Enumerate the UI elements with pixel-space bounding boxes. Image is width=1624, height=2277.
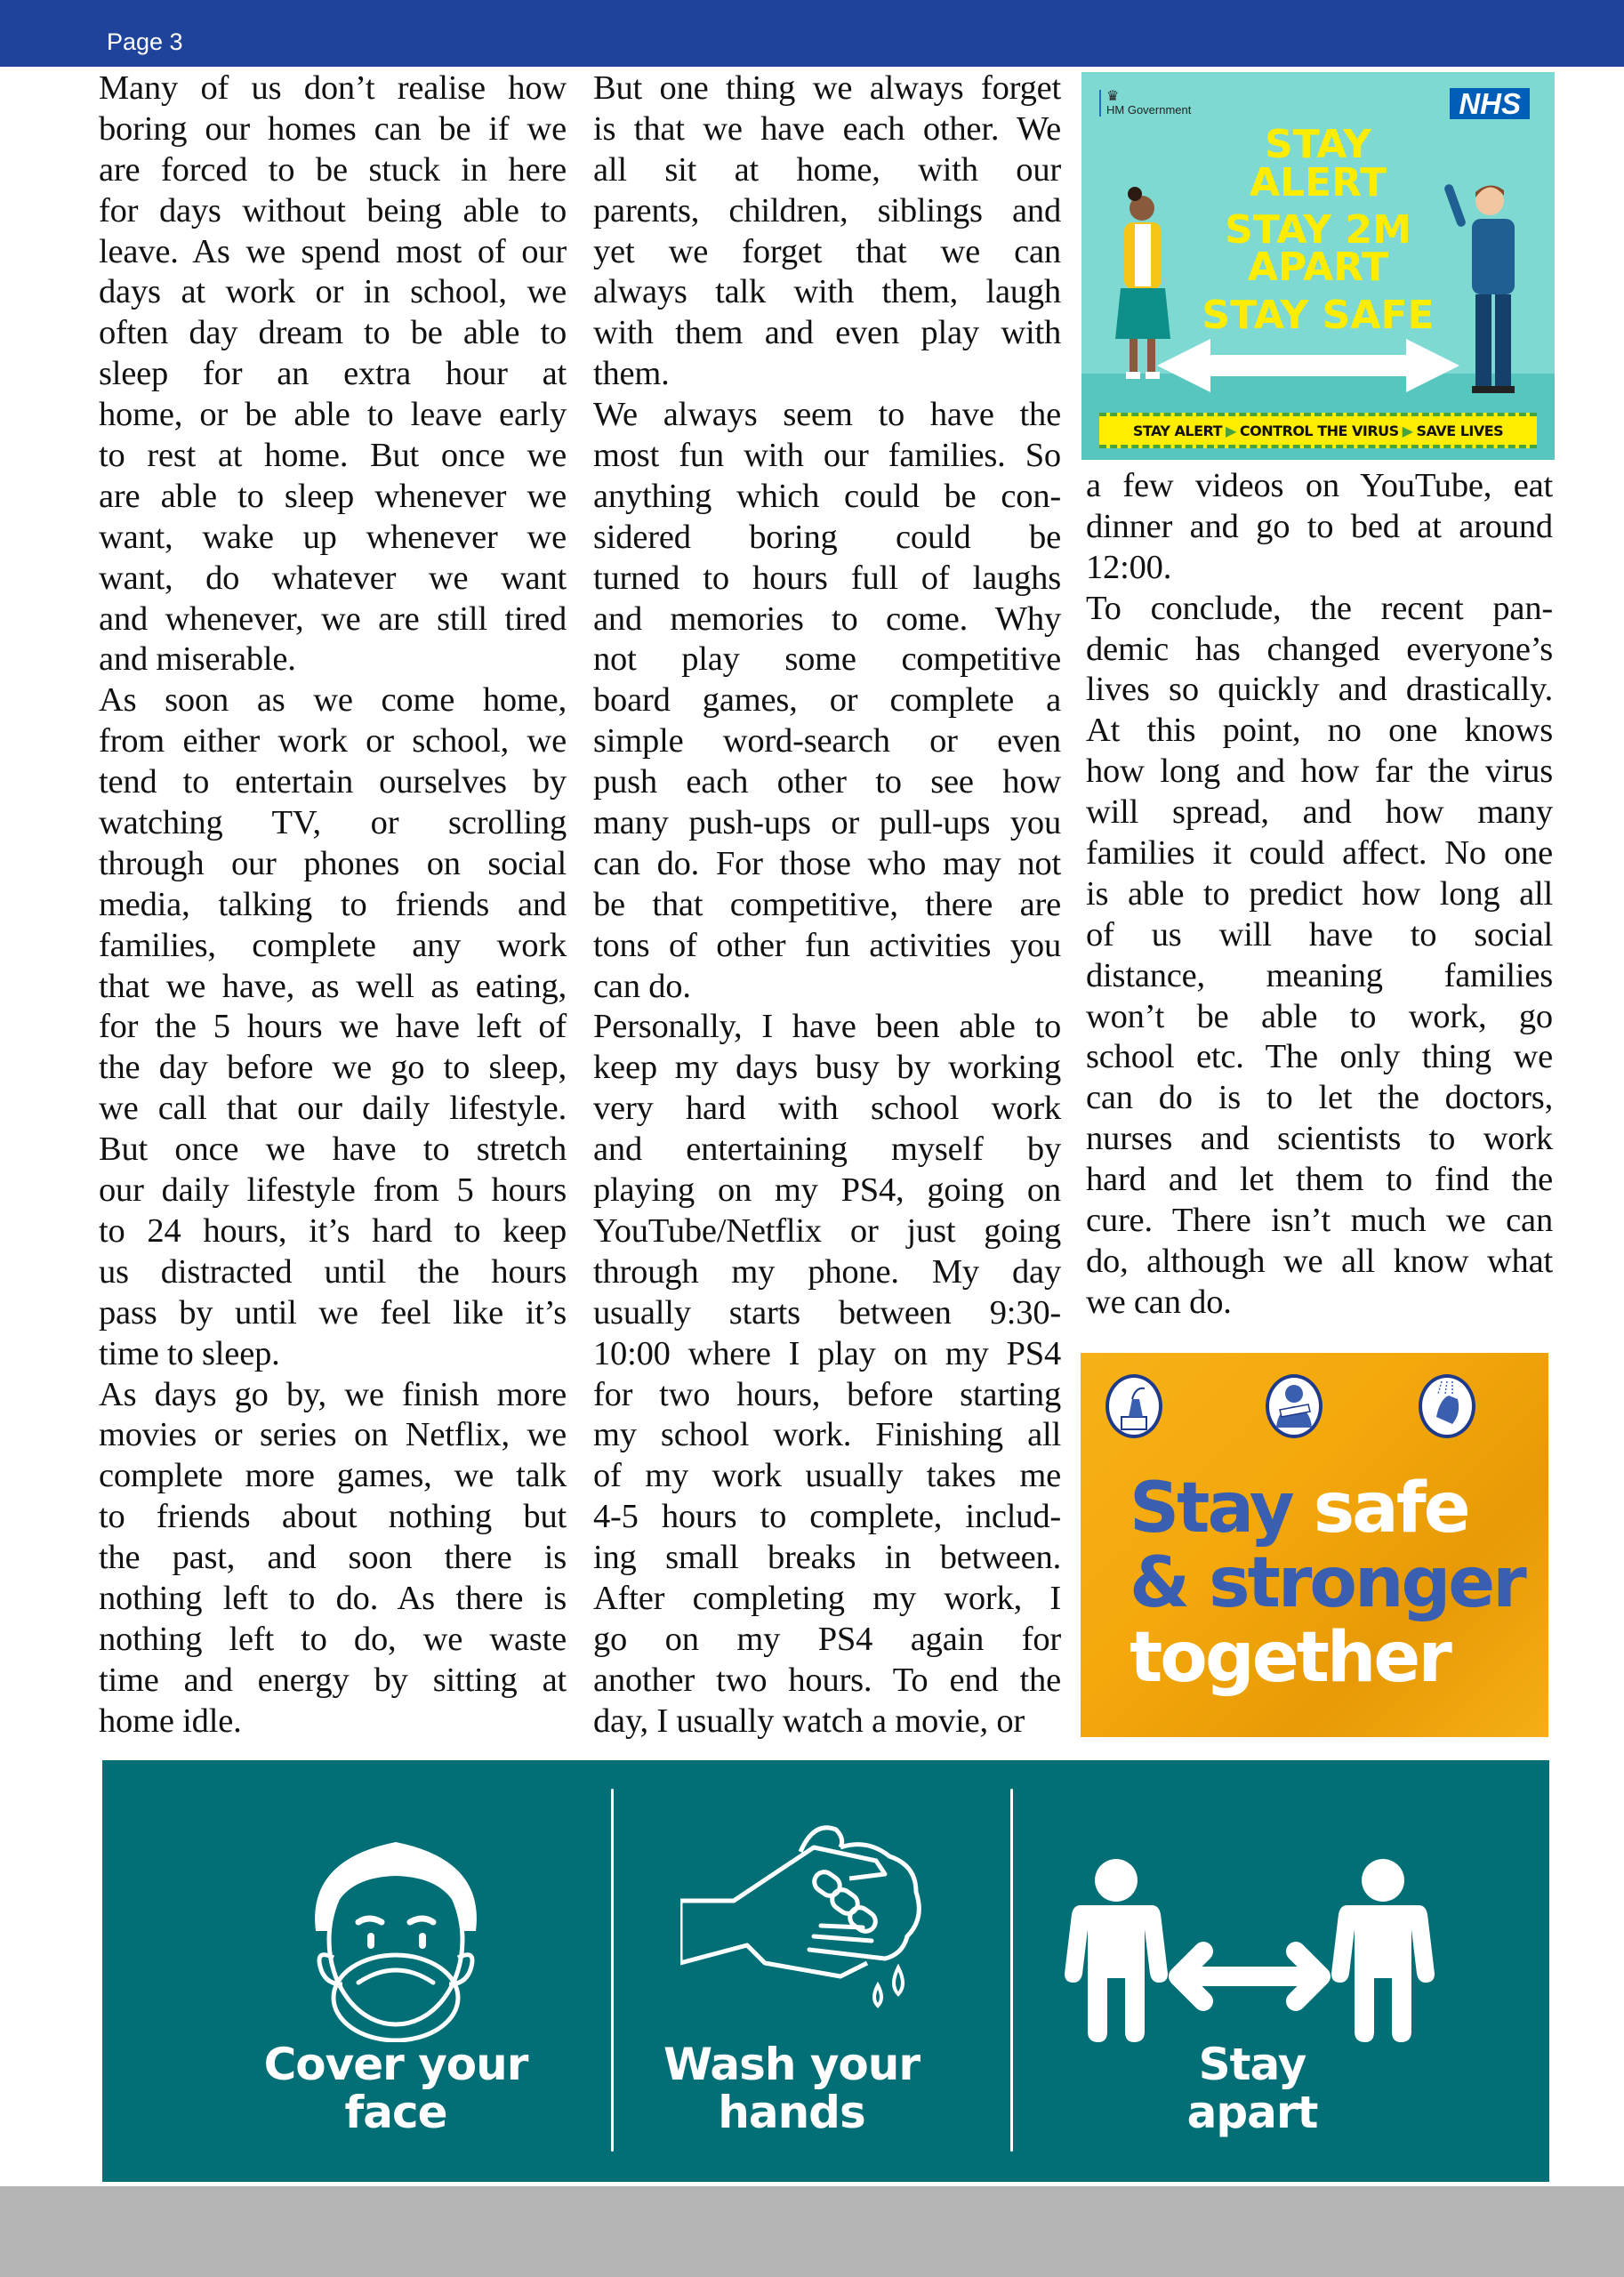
cover-face-line-1: Cover your	[263, 2039, 528, 2090]
article-line: We always seem to have the	[593, 396, 1061, 434]
stay-apart-caption	[1065, 2040, 1439, 2136]
slogan-strip	[1099, 413, 1537, 448]
article-line: to friends about nothing but	[99, 1498, 567, 1536]
article-line: with them and even play with	[593, 314, 1061, 352]
article-line: lives so quickly and drastically.	[1086, 671, 1553, 709]
article-line: board games, or complete a	[593, 681, 1061, 720]
article-line: a few videos on YouTube, eat	[1086, 467, 1553, 504]
stay-safe-line-1	[1130, 1468, 1468, 1549]
article-line: cure. There isn’t much we can	[1086, 1202, 1553, 1240]
article-line: my school work. Finishing all	[593, 1416, 1061, 1454]
article-line: leave. As we spend most of our	[99, 232, 567, 270]
article-line: time to sleep.	[99, 1334, 280, 1372]
article-line: complete more games, we talk	[99, 1457, 567, 1495]
article-line: through our phones on social	[99, 844, 567, 882]
article-line: pass by until we feel like it’s	[99, 1293, 567, 1332]
article-line: turned to hours full of laughs	[593, 559, 1061, 597]
article-line: To conclude, the recent pan-	[1086, 589, 1553, 627]
stay-apart-line-2: apart	[1186, 2087, 1318, 2138]
article-line: not play some competitive	[593, 640, 1061, 679]
article-line: we can do.	[1086, 1283, 1232, 1321]
article-line: to rest at home. But once we	[99, 437, 567, 475]
article-line: nothing left to do. As there is	[99, 1579, 567, 1617]
article-line: for two hours, before starting	[593, 1375, 1061, 1413]
stay-apart-line-1: Stay	[1198, 2039, 1306, 2090]
slogan-stay-alert: STAY ALERT	[1132, 422, 1223, 439]
article-line: But once we have to stretch	[99, 1130, 567, 1169]
social-distance-icon	[1063, 1854, 1436, 2054]
chevron-right-icon: ▶	[1226, 422, 1236, 439]
safe-word: safe	[1313, 1468, 1468, 1549]
poster-headline-2: ALERT	[1249, 160, 1387, 205]
handwash-icon	[1419, 1374, 1475, 1438]
article-line: distance, meaning families	[1086, 956, 1553, 994]
article-line: Personally, I have been able to	[593, 1008, 1061, 1046]
article-line: can do is to let the doctors,	[1086, 1079, 1553, 1117]
article-line: be that competitive, there are	[593, 885, 1061, 923]
article-line: and memories to come. Why	[593, 599, 1061, 638]
article-line: anything which could be con-	[593, 477, 1061, 515]
article-line: tend to entertain ourselves by	[99, 763, 567, 801]
article-line: push each other to see how	[593, 763, 1061, 801]
article-line: we call that our daily lifestyle.	[99, 1090, 567, 1128]
article-line: and miserable.	[99, 640, 296, 679]
article-line: sleep for an extra hour at	[99, 355, 567, 393]
article-line: can do. For those who may not	[593, 844, 1061, 882]
article-line: yet we forget that we can	[593, 232, 1061, 270]
article-line: day, I usually watch a movie, or	[593, 1702, 1025, 1740]
stay-word: Stay	[1130, 1468, 1292, 1549]
article-line: nothing left to do, we waste	[99, 1620, 567, 1658]
article-line: At this point, no one knows	[1086, 712, 1553, 750]
article-line: tons of other fun activities you	[593, 926, 1061, 964]
article-line: another two hours. To end the	[593, 1661, 1061, 1699]
article-line: of my work usually takes me	[593, 1457, 1061, 1495]
article-line: them.	[593, 355, 670, 393]
article-line: sidered boring could be	[593, 518, 1061, 556]
article-line: families it could affect. No one	[1086, 834, 1553, 873]
article-line: and entertaining myself by	[593, 1130, 1061, 1169]
cover-face-line-2: face	[344, 2087, 447, 2138]
article-line: for days without being able to	[99, 191, 567, 229]
article-line: all sit at home, with our	[593, 150, 1061, 189]
hm-government-logo	[1099, 90, 1191, 117]
article-line: 12:00.	[1086, 548, 1172, 586]
article-line: will spread, and how many	[1086, 793, 1553, 832]
article-line: won’t be able to work, go	[1086, 997, 1553, 1035]
article-line: for the 5 hours we have left of	[99, 1008, 567, 1046]
article-line: demic has changed everyone’s	[1086, 630, 1553, 668]
article-line: Many of us don’t realise how	[99, 69, 567, 107]
article-line: is that we have each other. We	[593, 109, 1061, 148]
slogan-save-lives: SAVE LIVES	[1416, 422, 1504, 439]
article-line: is able to predict how long all	[1086, 874, 1553, 913]
two-way-arrow-icon	[1157, 339, 1459, 392]
article-line: the day before we go to sleep,	[99, 1049, 567, 1087]
article-column-2	[593, 68, 1061, 1742]
hm-government-label: HM Government	[1106, 103, 1192, 117]
tissue-icon	[1105, 1374, 1162, 1438]
article-line: can do.	[593, 967, 691, 1005]
wash-hands-line-1: Wash your	[663, 2039, 921, 2090]
article-line: playing on my PS4, going on	[593, 1171, 1061, 1210]
article-line: YouTube/Netflix or just going	[593, 1211, 1061, 1250]
article-column-3	[1086, 466, 1553, 1324]
article-line: simple word-search or even	[593, 722, 1061, 760]
article-line: and whenever, we are still tired	[99, 599, 567, 638]
poster-headline-3: STAY 2M	[1225, 207, 1411, 253]
article-line: want, do whatever we want	[99, 559, 567, 597]
article-line: After completing my work, I	[593, 1579, 1061, 1617]
sneeze-into-elbow-icon	[1266, 1374, 1323, 1438]
article-line: school etc. The only thing we	[1086, 1038, 1553, 1076]
article-line: our daily lifestyle from 5 hours	[99, 1171, 567, 1210]
stay-safe-line-3: together	[1130, 1618, 1450, 1698]
covid-guidance-banner	[102, 1760, 1549, 2182]
article-line: are able to sleep whenever we	[99, 477, 567, 515]
royal-crest-icon: ♛	[1106, 89, 1120, 104]
poster-headline-5: STAY SAFE	[1202, 293, 1435, 338]
article-line: from either work or school, we	[99, 722, 567, 760]
poster-headline-1: STAY	[1265, 122, 1371, 167]
article-line: that we have, as well as eating,	[99, 967, 567, 1005]
article-line: through my phone. My day	[593, 1252, 1061, 1291]
article-line: time and energy by sitting at	[99, 1661, 567, 1699]
page-header-bar	[0, 0, 1624, 67]
article-line: of us will have to social	[1086, 915, 1553, 953]
article-line: to 24 hours, it’s hard to keep	[99, 1211, 567, 1250]
article-line: home idle.	[99, 1702, 242, 1740]
stay-safe-poster	[1081, 1353, 1548, 1737]
article-line: how long and how far the virus	[1086, 752, 1553, 791]
article-line: keep my days busy by working	[593, 1049, 1061, 1087]
article-line: movies or series on Netflix, we	[99, 1416, 567, 1454]
article-line: often day dream to be able to	[99, 314, 567, 352]
banner-divider	[1010, 1789, 1013, 2152]
article-line: most fun with our families. So	[593, 437, 1061, 475]
article-line: days at work or in school, we	[99, 273, 567, 311]
page-footer-bar	[0, 2186, 1624, 2277]
article-line: dinner and go to bed at around	[1086, 507, 1553, 545]
article-line: 4-5 hours to complete, includ-	[593, 1498, 1061, 1536]
poster-headline-4: APART	[1247, 245, 1389, 290]
article-line: families, complete any work	[99, 926, 567, 964]
article-line: are forced to be stuck in here	[99, 150, 567, 189]
article-line: the past, and soon there is	[99, 1539, 567, 1577]
wash-hands-line-2: hands	[718, 2087, 865, 2138]
article-line: As soon as we come home,	[99, 681, 567, 720]
article-line: usually starts between 9:30-	[593, 1293, 1061, 1332]
article-line: watching TV, or scrolling	[99, 804, 567, 842]
page-number: Page 3	[107, 28, 183, 55]
article-line: want, wake up whenever we	[99, 518, 567, 556]
cover-face-caption	[209, 2040, 583, 2136]
article-line: boring our homes can be if we	[99, 109, 567, 148]
wash-hands-icon	[680, 1812, 956, 2025]
article-line: go on my PS4 again for	[593, 1620, 1061, 1658]
nhs-logo: NHS	[1450, 88, 1530, 119]
article-line: hard and let them to find the	[1086, 1161, 1553, 1199]
article-line: parents, children, siblings and	[593, 191, 1061, 229]
face-mask-icon	[289, 1824, 502, 2042]
article-line: always talk with them, laugh	[593, 273, 1061, 311]
article-line: ing small breaks in between.	[593, 1539, 1061, 1577]
article-line: nurses and scientists to work	[1086, 1120, 1553, 1158]
article-line: us distracted until the hours	[99, 1252, 567, 1291]
article-line: media, talking to friends and	[99, 885, 567, 923]
article-line: But one thing we always forget	[593, 69, 1061, 107]
article-line: home, or be able to leave early	[99, 396, 567, 434]
article-column-1	[99, 68, 567, 1742]
article-line: very hard with school work	[593, 1090, 1061, 1128]
article-line: 10:00 where I play on my PS4	[593, 1334, 1061, 1372]
article-line: do, although we all know what	[1086, 1242, 1553, 1280]
article-line: As days go by, we finish more	[99, 1375, 567, 1413]
wash-hands-caption	[605, 2040, 978, 2136]
chevron-right-icon: ▶	[1402, 422, 1413, 439]
slogan-control-virus: CONTROL THE VIRUS	[1239, 422, 1399, 439]
stay-alert-poster	[1081, 72, 1555, 460]
article-line: many push-ups or pull-ups you	[593, 804, 1061, 842]
stay-safe-line-2: & stronger	[1130, 1543, 1524, 1623]
